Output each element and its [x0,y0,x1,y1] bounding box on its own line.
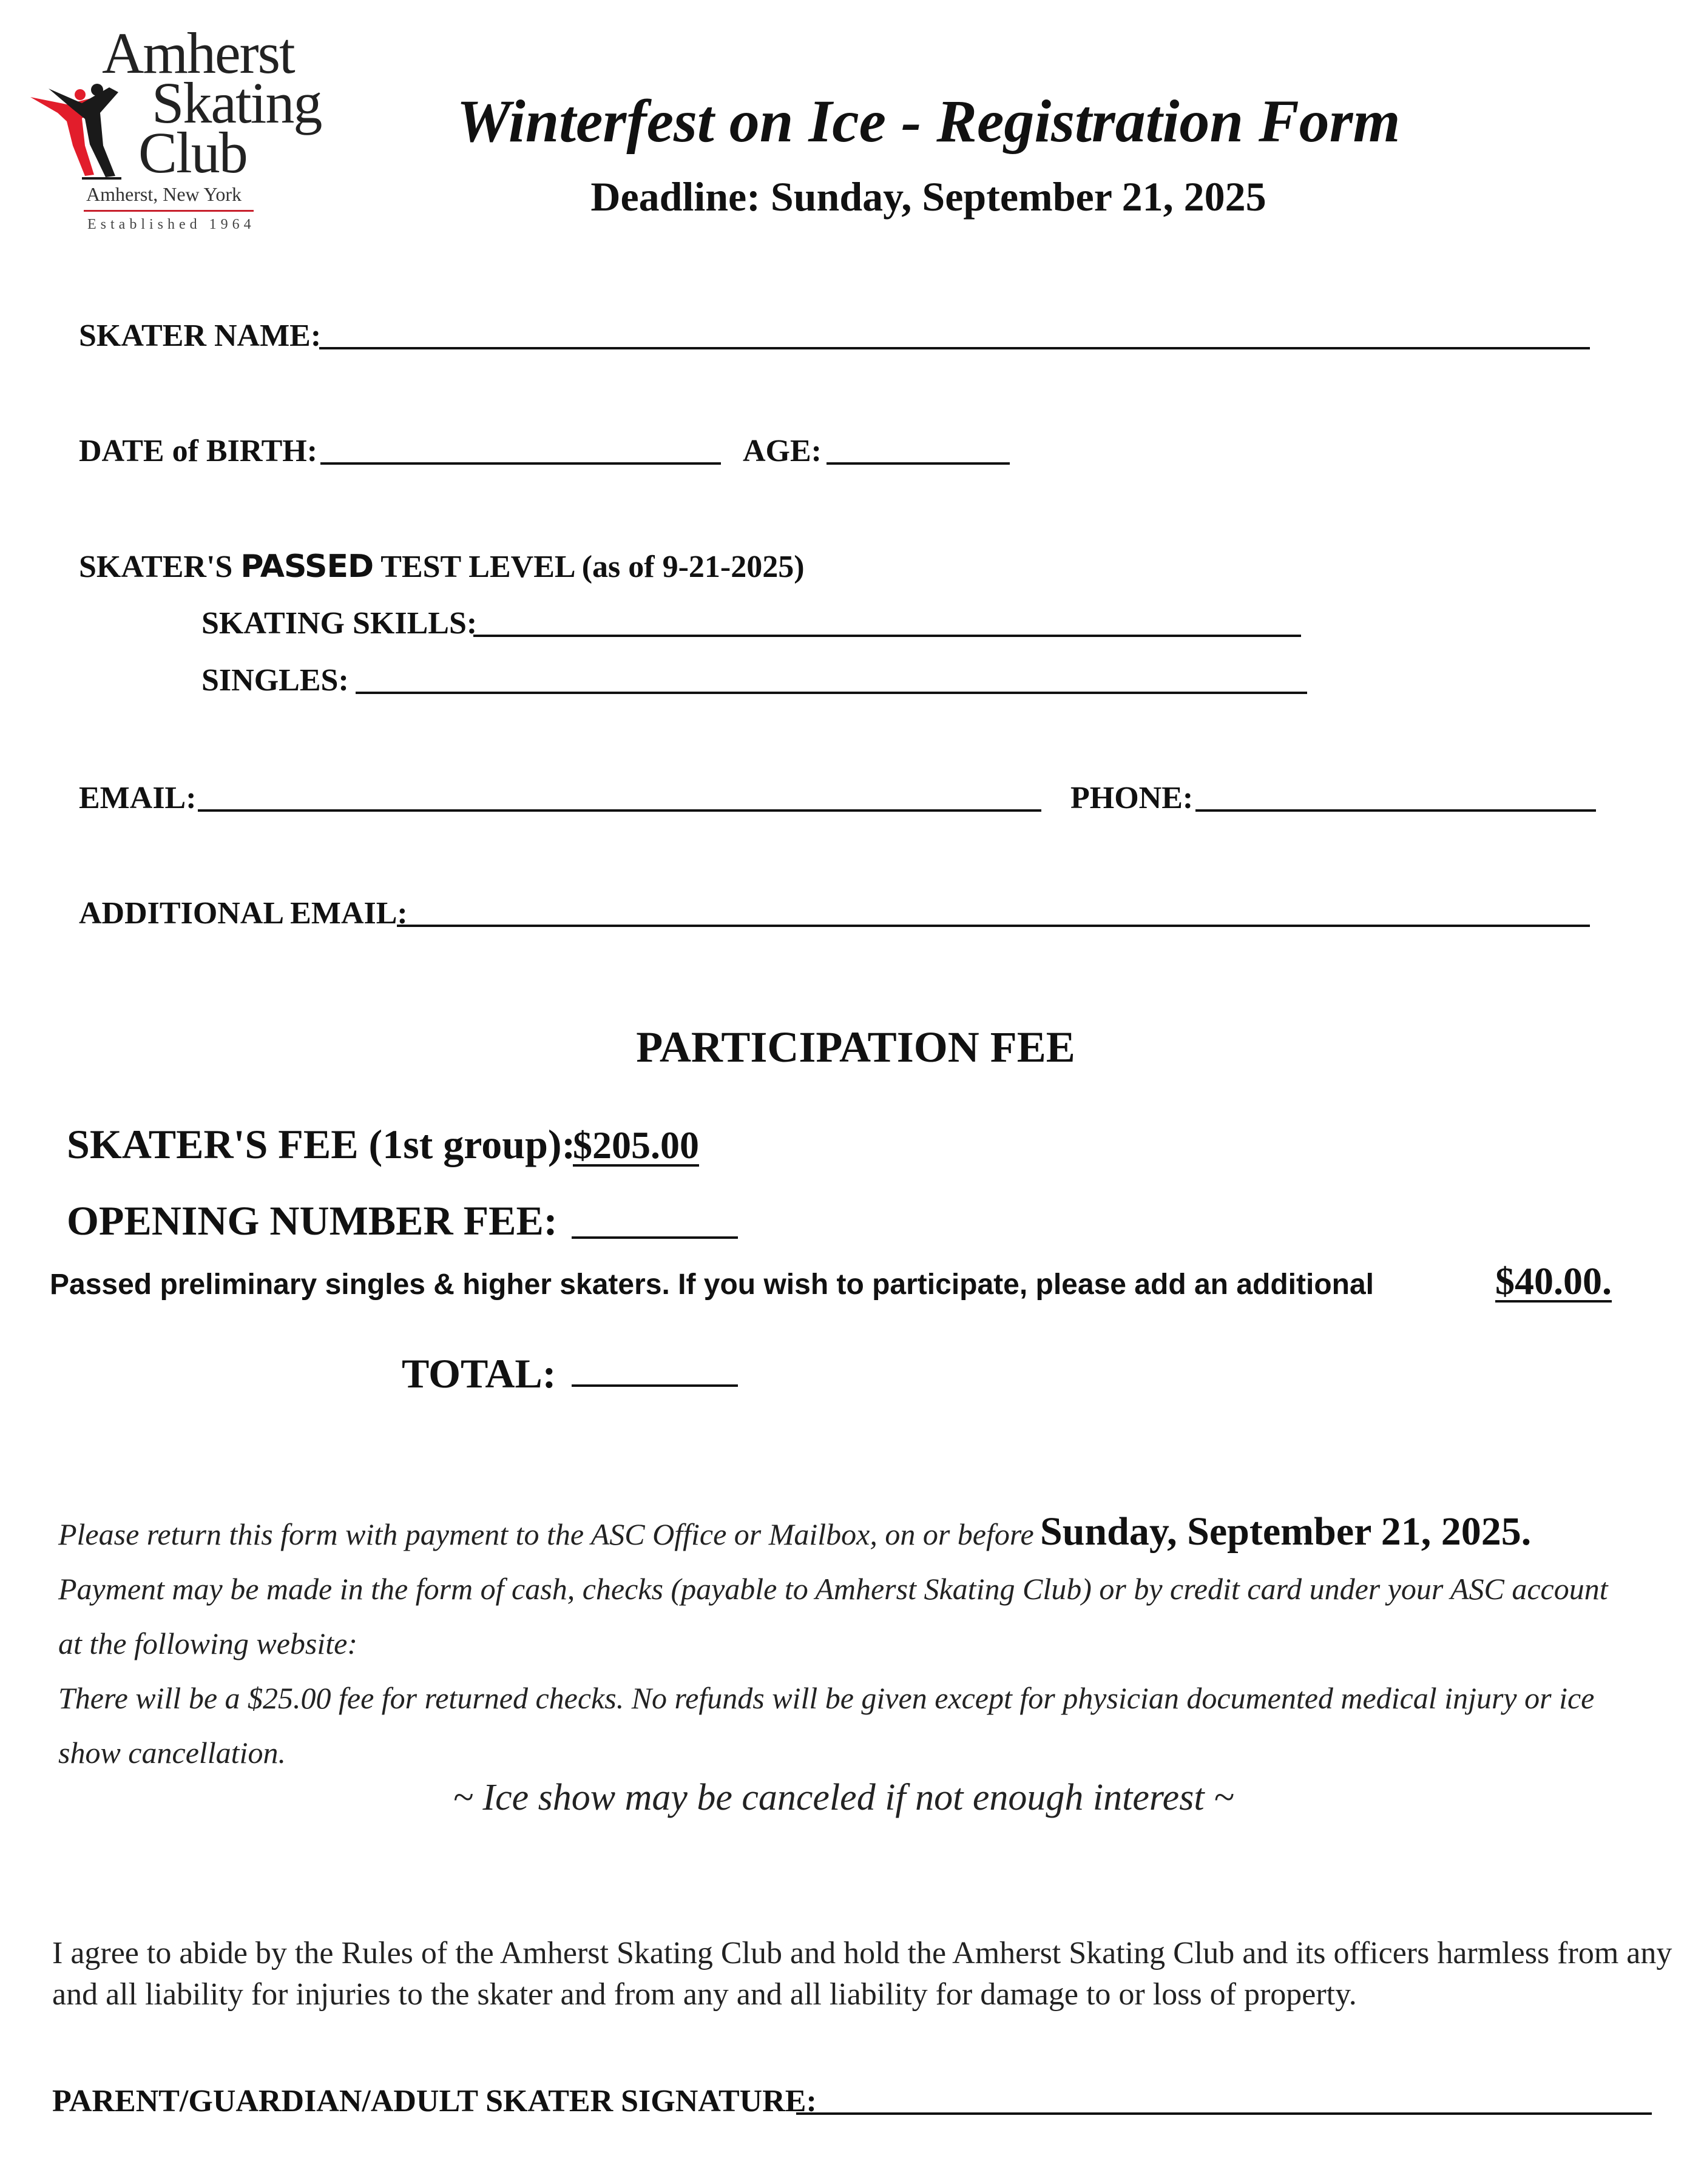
liability-agreement: I agree to abide by the Rules of the Amherst Skating Club and hold the Amherst Skating Club and its officers harmless from any and all liability for injuries to the skater and from any and all liability for damage to or loss of property. [52,1936,1672,2012]
skating-skills-label: SKATING SKILLS: [201,606,478,641]
instructions-line-3: at the following website: [58,1626,358,1660]
signature-field[interactable] [796,2112,1652,2115]
logo-wordmark-line1: Amherst [102,21,294,86]
age-label: AGE: [743,434,822,468]
instructions-line-4: There will be a $25.00 fee for returned checks. No refunds will be given except for physician documented medical injury or ice [58,1681,1595,1715]
total-label: TOTAL: [402,1350,556,1397]
test-level-prefix: SKATER'S [79,550,233,584]
logo-wordmark-line2: Skating [152,70,322,135]
form-title: Winterfest on Ice - Registration Form [456,87,1401,155]
dob-field[interactable] [320,462,721,465]
singles-field[interactable] [356,692,1307,694]
cancellation-note: ~ Ice show may be canceled if not enough interest ~ [453,1777,1234,1818]
logo-wordmark-line3: Club [138,120,247,185]
skater-name-label: SKATER NAME: [79,318,322,353]
skater-fee-amount: $205.00 [573,1124,699,1167]
signature-label: PARENT/GUARDIAN/ADULT SKATER SIGNATURE: [52,2084,817,2118]
instructions-line-2: Payment may be made in the form of cash, checks (payable to Amherst Skating Club) or by credit card under your ASC account [58,1572,1608,1606]
dob-label: DATE of BIRTH: [79,434,318,468]
instructions-line-1: Please return this form with payment to the ASC Office or Mailbox, on or before [58,1517,1034,1551]
participation-fee-heading: PARTICIPATION FEE [636,1023,1075,1071]
test-level-passed: PASSED [240,548,374,585]
instructions-line-5: show cancellation. [58,1736,286,1770]
test-level-suffix: TEST LEVEL (as of 9-21-2025) [380,550,805,584]
logo-location: Amherst, New York [86,183,242,205]
skater-name-field[interactable] [319,347,1590,349]
skating-skills-field[interactable] [473,635,1301,637]
singles-label: SINGLES: [201,663,349,698]
skater-fee-label: SKATER'S FEE (1st group): [67,1121,576,1167]
additional-email-label: ADDITIONAL EMAIL: [79,896,408,931]
opening-number-fee-field[interactable] [572,1236,738,1239]
opening-number-additional-amount: $40.00. [1495,1259,1612,1303]
logo-established: Established 1964 [87,217,255,232]
return-deadline-date: Sunday, September 21, 2025. [1040,1509,1532,1554]
phone-field[interactable] [1195,809,1596,812]
email-field[interactable] [198,809,1041,812]
deadline: Deadline: Sunday, September 21, 2025 [590,174,1266,220]
email-label: EMAIL: [79,781,197,815]
test-level-heading [79,548,805,585]
opening-number-note: Passed preliminary singles & higher skaters. If you wish to participate, please add an additional [50,1269,1374,1301]
age-field[interactable] [827,462,1010,465]
opening-number-fee-label: OPENING NUMBER FEE: [67,1198,558,1244]
phone-label: PHONE: [1070,781,1194,815]
additional-email-field[interactable] [397,925,1590,927]
total-field[interactable] [572,1384,738,1387]
